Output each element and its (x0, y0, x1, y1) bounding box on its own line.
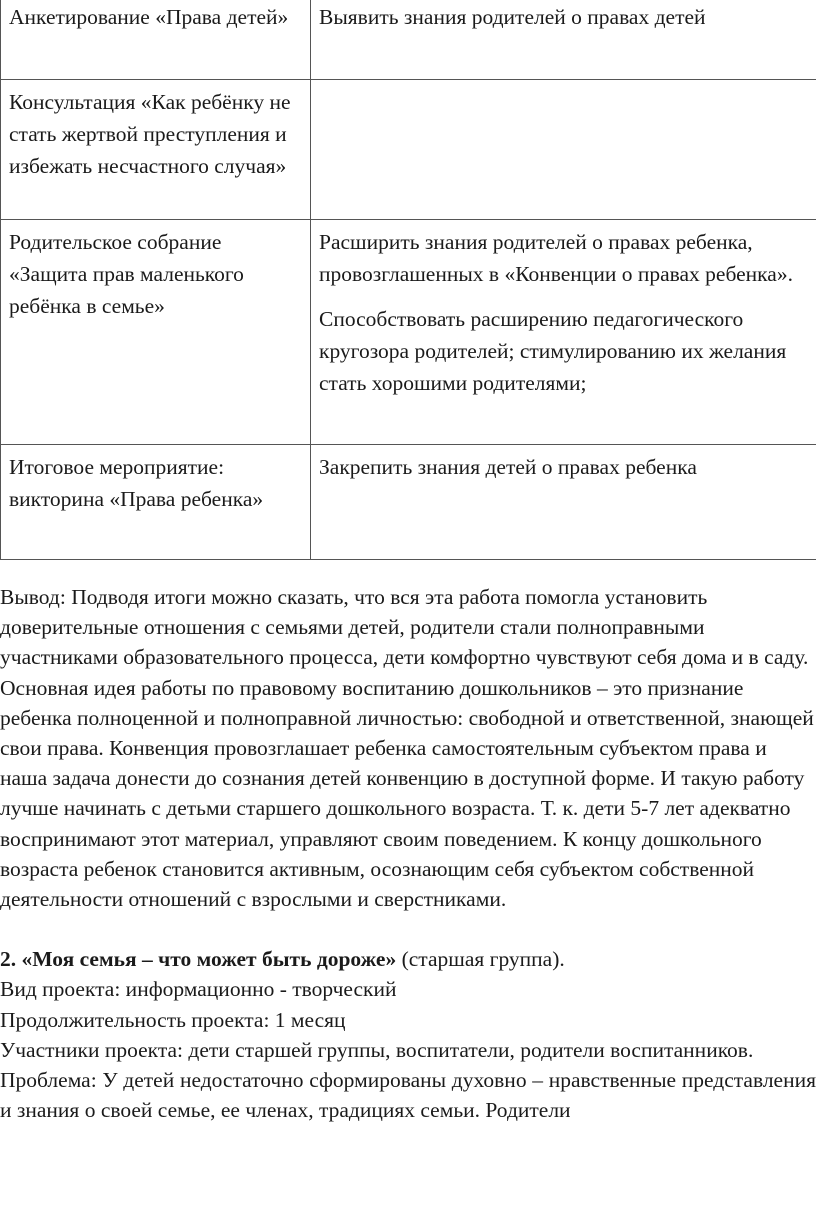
project-title-bold: 2. «Моя семья – что может быть дороже» (0, 947, 397, 972)
project-type: Вид проекта: информационно - творческий (0, 977, 397, 1002)
event-cell: Родительское собрание «Защита прав маленького ребёнка в семье» (1, 220, 311, 445)
conclusion-paragraph: Вывод: Подводя итоги можно сказать, что вся эта работа помогла установить доверительные отношения с семьями детей, родители стали полноправными участниками образовательного процесса, дети комфортно чувствуют себя дома и в саду. Основная идея работы по правовому воспитанию дошкольников – это признание ребенка полноценной и полноправной личностью: свободной и ответственной, знающей свои права. Конвенция провозглашает ребенка самостоятельным субъектом права и наша задача донести до сознания детей конвенцию в доступной форме. И такую работу лучше начинать с детьми старшего дошкольного возраста. Т. к. дети 5-7 лет адекватно воспринимают этот материал, управляют своим поведением. К концу дошкольного возраста ребенок становится активным, осознающим себя субъектом собственной деятельности отношений с взрослыми и сверстниками. (0, 585, 814, 912)
project-duration: Продолжительность проекта: 1 месяц (0, 1007, 346, 1032)
goal-paragraph: Способствовать расширению педагогического кругозора родителей; стимулированию их желания стать хорошими родителями; (319, 307, 787, 395)
project-title (0, 944, 816, 974)
project-participants: Участники проекта: дети старшей группы, воспитатели, родители воспитанников. (0, 1037, 754, 1062)
project-title-group: (старшая группа). (396, 947, 565, 972)
document-body (0, 582, 816, 1125)
table-row (1, 445, 816, 560)
goal-cell (311, 0, 816, 80)
table-row (1, 220, 816, 445)
goal-paragraph: Закрепить знания детей о правах ребенка (319, 455, 697, 479)
goal-cell (311, 220, 816, 445)
goal-cell-empty (311, 80, 816, 220)
event-cell: Итоговое мероприятие: викторина «Права ребенка» (1, 445, 311, 560)
goal-paragraph: Расширить знания родителей о правах ребенка, провозглашенных в «Конвенции о правах ребенка». (319, 230, 793, 286)
table-row (1, 80, 816, 220)
goal-cell (311, 445, 816, 560)
paragraph-spacer (0, 914, 816, 944)
goal-paragraph: Выявить знания родителей о правах детей (319, 5, 706, 29)
event-cell: Анкетирование «Права детей» (1, 0, 311, 80)
project-problem: Проблема: У детей недостаточно сформированы духовно – нравственные представления и знания о своей семье, ее членах, традициях семьи. Родители (0, 1068, 816, 1123)
table-row (1, 0, 816, 80)
events-table (0, 0, 816, 560)
event-cell: Консультация «Как ребёнку не стать жертвой преступления и избежать несчастного случая» (1, 80, 311, 220)
